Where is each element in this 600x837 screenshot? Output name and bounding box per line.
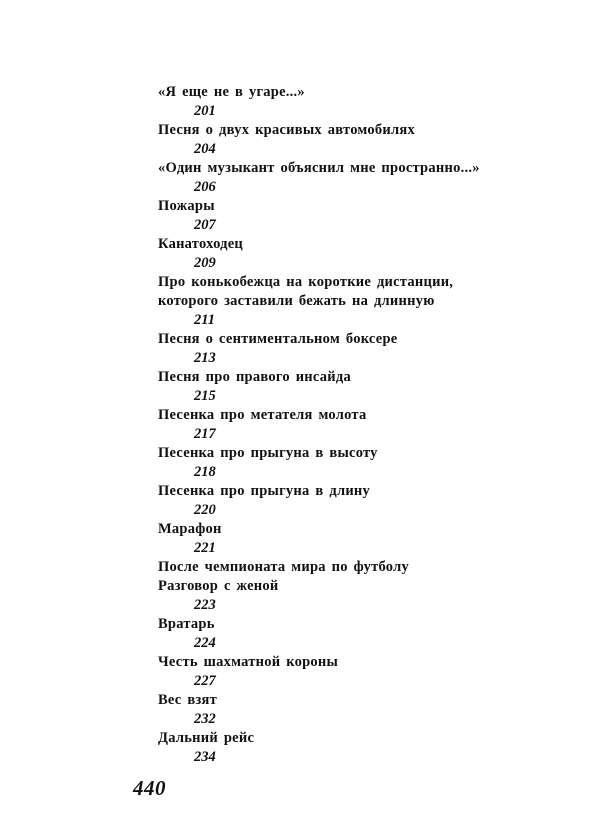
toc-entry-page: 201 xyxy=(194,103,216,119)
toc-entry-page: 220 xyxy=(194,502,216,518)
toc-entry xyxy=(158,121,558,159)
table-of-contents xyxy=(158,83,558,767)
toc-entry-page: 215 xyxy=(194,388,216,404)
toc-entry-title: Дальний рейс xyxy=(158,730,255,746)
toc-entry-page: 207 xyxy=(194,217,216,233)
toc-entry xyxy=(158,577,558,615)
toc-entry-title: Песня про правого инсайда xyxy=(158,369,351,385)
toc-entry xyxy=(158,444,558,482)
toc-entry-title: Песня о сентиментальном боксере xyxy=(158,331,398,347)
toc-entry-title: Вратарь xyxy=(158,616,215,632)
toc-entry xyxy=(158,159,558,197)
toc-entry-title: Канатоходец xyxy=(158,236,244,252)
toc-entry xyxy=(158,406,558,444)
toc-entry-page: 209 xyxy=(194,255,216,271)
toc-entry xyxy=(158,729,558,767)
toc-entry xyxy=(158,482,558,520)
toc-entry xyxy=(158,653,558,691)
toc-entry-title: После чемпионата мира по футболу xyxy=(158,559,409,575)
toc-entry xyxy=(158,368,558,406)
toc-entry-page: 234 xyxy=(194,749,216,765)
toc-entry-title: Песенка про прыгуна в высоту xyxy=(158,445,378,461)
toc-entry-page: 213 xyxy=(194,350,216,366)
toc-entry xyxy=(158,235,558,273)
toc-entry-title: Песенка про прыгуна в длину xyxy=(158,483,371,499)
toc-entry-page: 232 xyxy=(194,711,216,727)
toc-entry-title: «Один музыкант объяснил мне пространно...» xyxy=(158,160,480,176)
toc-entry-page: 223 xyxy=(194,597,216,613)
toc-entry-title: Пожары xyxy=(158,198,215,214)
toc-entry xyxy=(158,83,558,121)
toc-entry-title: Про конькобежца на короткие дистанции, xyxy=(158,274,454,290)
page-number: 440 xyxy=(133,776,166,800)
toc-entry-title: Песня о двух красивых автомобилях xyxy=(158,122,415,138)
toc-entry-page: 217 xyxy=(194,426,216,442)
toc-entry-title-continued: которого заставили бежать на длинную xyxy=(158,293,435,309)
toc-entry-title: Честь шахматной короны xyxy=(158,654,339,670)
toc-entry-title: Вес взят xyxy=(158,692,217,708)
toc-entry-page: 204 xyxy=(194,141,216,157)
toc-entry xyxy=(158,520,558,558)
toc-entry xyxy=(158,273,558,330)
toc-entry xyxy=(158,197,558,235)
toc-entry xyxy=(158,330,558,368)
toc-entry-page: 211 xyxy=(194,312,215,328)
toc-entry-page: 221 xyxy=(194,540,216,556)
toc-entry-title: Разговор с женой xyxy=(158,578,279,594)
toc-entry-page: 206 xyxy=(194,179,216,195)
toc-entry-title: «Я еще не в угаре...» xyxy=(158,84,305,100)
toc-entry-page: 227 xyxy=(194,673,216,689)
toc-entry xyxy=(158,558,558,577)
toc-entry-title: Марафон xyxy=(158,521,222,537)
toc-entry xyxy=(158,691,558,729)
toc-entry xyxy=(158,615,558,653)
toc-entry-title: Песенка про метателя молота xyxy=(158,407,367,423)
toc-entry-page: 224 xyxy=(194,635,216,651)
toc-entry-page: 218 xyxy=(194,464,216,480)
